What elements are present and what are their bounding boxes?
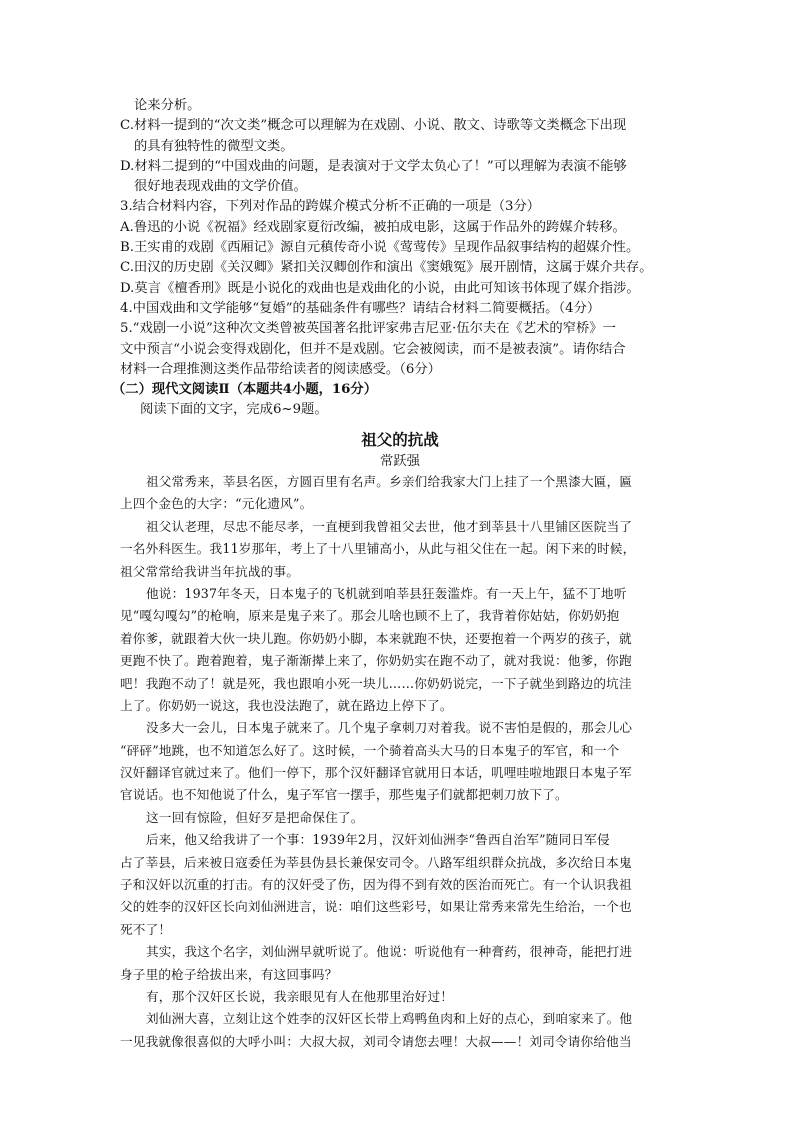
question-3-option-a: A.鲁迅的小说《祝福》经戏剧家夏衍改编，被拍成电影，这属于作品外的跨媒介转移。 bbox=[120, 219, 626, 235]
option-c-line: C.材料一提到的“次文类”概念可以理解为在戏剧、小说、散文、诗歌等文类概念下出现 bbox=[120, 118, 627, 134]
story-line: 后来，他又给我讲了一个事：1939年2月，汉奸刘仙洲李“鲁西自治军”随同日军侵 bbox=[146, 832, 610, 848]
story-line: 一名外科医生。我11岁那年，考上了十八里铺高小，从此与祖父住在一起。闲下来的时候， bbox=[120, 541, 636, 557]
option-c-continuation: 的具有独特性的微型文类。 bbox=[134, 138, 294, 154]
story-line: 着你爹，就跟着大伙一块儿跑。你奶奶小脚，本来就跑不快，还要抱着一个两岁的孩子，就 bbox=[120, 630, 632, 646]
story-line: 上了。你奶奶一说这，我也没法跑了，就在路边上停下了。 bbox=[120, 697, 453, 713]
story-line: 更跑不快了。跑着跑着，鬼子渐渐撵上来了，你奶奶实在跑不动了，就对我说：他爹，你跑 bbox=[120, 653, 632, 669]
story-line: 死不了！ bbox=[120, 921, 172, 937]
story-line: 子和汉奸以沉重的打击。有的汉奸受了伤，因为得不到有效的医治而死亡。有一个认识我祖 bbox=[120, 877, 632, 893]
story-line: 一见我就像很喜似的大呼小叫：大叔大叔，刘司令请您去哩！大叔——！刘司令请你给他当 bbox=[120, 1033, 632, 1049]
question-3-option-b: B.王实甫的戏剧《西厢记》源自元稹传奇小说《莺莺传》呈现作品叙事结构的超媒介性。 bbox=[120, 240, 640, 256]
story-title: 祖父的抗战 bbox=[361, 431, 439, 449]
question-4: 4.中国戏曲和文学能够“复婚”的基础条件有哪些？请结合材料二简要概括。（4分） bbox=[120, 300, 601, 316]
questions-section bbox=[120, 96, 680, 380]
section-2-header bbox=[112, 380, 672, 421]
option-d-continuation: 很好地表现戏曲的文学价值。 bbox=[134, 179, 307, 195]
story-line: 汉奸翻译官就过来了。他们一停下，那个汉奸翻译官就用日本话，叽哩哇啦地跟日本鬼子军 bbox=[120, 765, 632, 781]
story-line: 没多大一会儿，日本鬼子就来了。几个鬼子拿刺刀对着我。说不害怕是假的，那会儿心 bbox=[146, 720, 633, 736]
question-3-option-d: D.莫言《檀香刑》既是小说化的戏曲也是戏曲化的小说，由此可知该书体现了媒介指涉。 bbox=[120, 280, 640, 296]
story-line: 官说话。也不知他说了什么，鬼子军官一摆手，那些鬼子们就都把刺刀放下了。 bbox=[120, 787, 568, 803]
question-5-line-1: 5.“戏剧一小说”这种次文类曾被英国著名批评家弗吉尼亚·伍尔夫在《艺术的窄桥》一 bbox=[120, 321, 616, 337]
story-author: 常跃强 bbox=[380, 454, 420, 469]
question-3-stem: 3.结合材料内容，下列对作品的跨媒介模式分析不正确的一项是（3分） bbox=[120, 199, 541, 215]
story-title-block bbox=[120, 428, 680, 472]
story-line: 祖父认老理，尽忠不能尽孝，一直梗到我曾祖父去世，他才到莘县十八里铺区医院当了 bbox=[146, 518, 633, 534]
story-line: 见“嘎勾嘎勾”的枪响，原来是鬼子来了。那会儿啥也顾不上了，我背着你姑姑，你奶奶抱 bbox=[120, 608, 620, 624]
story-line: 其实，我这个名字，刘仙洲早就听说了。他说：听说他有一种膏药，很神奇，能把打进 bbox=[146, 944, 633, 960]
section-instruction: 阅读下面的文字，完成6~9题。 bbox=[140, 402, 328, 418]
question-5-line-2: 文中预言“小说会变得戏剧化，但并不是戏剧。它会被阅读，而不是被表演”。请你结合 bbox=[120, 341, 626, 357]
story-line: 有，那个汉奸区长说，我亲眼见有人在他那里治好过！ bbox=[146, 988, 454, 1004]
story-line: 上四个金色的大字：“元化遗风”。 bbox=[120, 496, 313, 512]
story-line: 这一回有惊险，但好歹是把命保住了。 bbox=[146, 809, 364, 825]
option-d-line: D.材料二提到的“中国戏曲的问题，是表演对于文学太负心了！”可以理解为表演不能够 bbox=[120, 158, 627, 174]
question-5-line-3: 材料一合理推测这类作品带给读者的阅读感受。（6分） bbox=[120, 361, 441, 377]
story-line: 祖父常秀来，莘县名医，方圆百里有名声。乡亲们给我家大门上挂了一个黑漆大匾，匾 bbox=[146, 474, 633, 489]
story-line: 父的姓李的汉奸区长向刘仙洲进言，说：咱们这些彩号，如果让常秀来常先生给治，一个也 bbox=[120, 899, 632, 915]
section-heading: （二）现代文阅读Ⅱ（本题共4小题，16分） bbox=[112, 382, 378, 397]
question-text-line: 论来分析。 bbox=[134, 98, 201, 113]
story-line: 吧！我跑不动了！就是死，我也跟咱小死一块儿……你奶奶说完，一下子就坐到路边的坑洼 bbox=[120, 675, 632, 691]
story-line: 占了莘县，后来被日寇委任为莘县伪县长兼保安司令。八路军组织群众抗战，多次给日本鬼 bbox=[120, 854, 632, 870]
story-line: 祖父常常给我讲当年抗战的事。 bbox=[120, 563, 300, 579]
story-line: 刘仙洲大喜，立刻让这个姓李的汉奸区长带上鸡鸭鱼肉和上好的点心，到咱家来了。他 bbox=[146, 1011, 633, 1027]
story-line: “砰砰”地跳，也不知道怎么好了。这时候，一个骑着高头大马的日本鬼子的军官，和一个 bbox=[120, 742, 620, 758]
story-line: 他说：1937年冬天，日本鬼子的飞机就到咱莘县狂轰滥炸。有一天上午，猛不丁地听 bbox=[146, 585, 627, 601]
story-line: 身子里的枪子给拔出来，有这回事吗？ bbox=[120, 966, 338, 982]
story-body bbox=[120, 471, 680, 1053]
question-3-option-c: C.田汉的历史剧《关汉卿》紧扣关汉卿创作和演出《窦娥冤》展开剧情，这属于媒介共存。 bbox=[120, 260, 653, 276]
